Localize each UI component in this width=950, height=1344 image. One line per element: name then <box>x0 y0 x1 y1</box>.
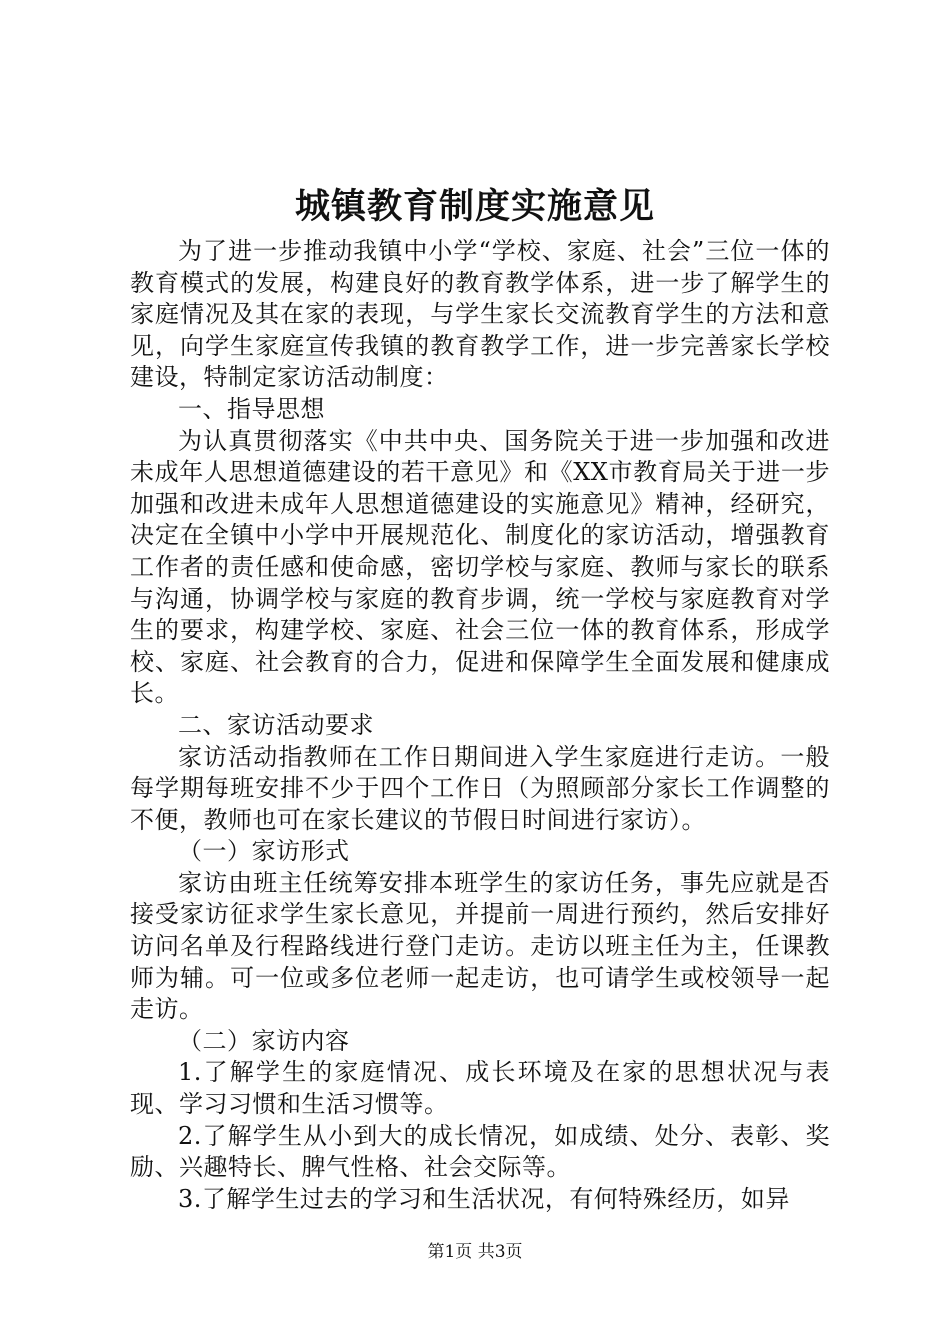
list-item-1: 1.了解学生的家庭情况、成长环境及在家的思想状况与表现、学习习惯和生活习惯等。 <box>130 1058 830 1119</box>
heading-visit-form: （一）家访形式 <box>178 837 350 866</box>
paragraph-intro: 为了进一步推动我镇中小学“学校、家庭、社会”三位一体的教育模式的发展，构建良好的教育教学体系，进一步了解学生的家庭情况及其在家的表现，与学生家长交流教育学生的方法和意见，向学生家庭宣传我镇的教育教学工作，进一步完善家长学校建设，特制定家访活动制度： <box>130 237 830 392</box>
paragraph-guiding-ideology: 为认真贯彻落实《中共中央、国务院关于进一步加强和改进未成年人思想道德建设的若干意见》和《XX市教育局关于进一步加强和改进未成年人思想道德建设的实施意见》精神，经研究，决定在全镇中小学中开展规范化、制度化的家访活动，增强教育工作者的责任感和使命感，密切学校与家庭、教师与家长的联系与沟通，协调学校与家庭的教育步调，统一学校与家庭教育对学生的要求，构建学校、家庭、社会三位一体的教育体系，形成学校、家庭、社会教育的合力，促进和保障学生全面发展和健康成长。 <box>130 426 830 708</box>
document-body <box>130 236 830 1215</box>
list-item-2: 2.了解学生从小到大的成长情况，如成绩、处分、表彰、奖励、兴趣特长、脾气性格、社会交际等。 <box>130 1121 830 1182</box>
heading-guiding-ideology: 一、指导思想 <box>178 394 325 423</box>
page-footer: 第1页 共3页 <box>427 1242 523 1262</box>
heading-visit-content: （二）家访内容 <box>178 1026 350 1055</box>
heading-visit-requirements: 二、家访活动要求 <box>178 710 374 739</box>
document-title: 城镇教育制度实施意见 <box>294 186 655 227</box>
paragraph-visit-form: 家访由班主任统筹安排本班学生的家访任务，事先应就是否接受家访征求学生家长意见，并提前一周进行预约，然后安排好访问名单及行程路线进行登门走访。走访以班主任为主，任课教师为辅。可一位或多位老师一起走访，也可请学生或校领导一起走访。 <box>130 868 830 1024</box>
paragraph-visit-requirements: 家访活动指教师在工作日期间进入学生家庭进行走访。一般每学期每班安排不少于四个工作日（为照顾部分家长工作调整的不便，教师也可在家长建议的节假日时间进行家访）。 <box>130 742 830 834</box>
list-item-3: 3.了解学生过去的学习和生活状况，有何特殊经历，如异 <box>178 1184 790 1213</box>
